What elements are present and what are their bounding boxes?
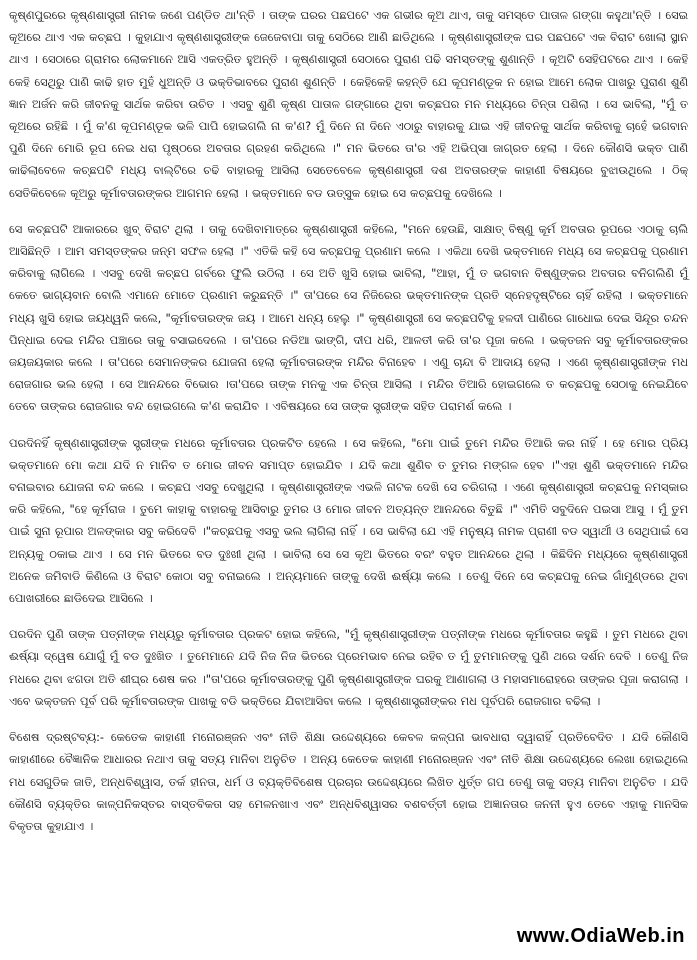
disclaimer-paragraph: ବିଶେଷ ଦ୍ରଷ୍ଟବ୍ୟ:- କେତେକ କାହାଣୀ ମନୋରଞ୍ଜନ ଏବଂ ନୀତି ଶିକ୍ଷା ଉଦ୍ଦେଶ୍ୟରେ କେବଳ କଳ୍ପନା ଭାବଧାରା ଦ୍ୱାରାହିଁ ପ୍ରତିବେଦିତ । ଯଦି କୌଣସି କାହାଣୀରେ ବୈଜ୍ଞାନିକ ଆଧାରର ନଥାଏ ତାକୁ ସତ୍ୟ ମାନିବା ଅନୁଚିତ । ଅନ୍ୟ କେତେକ କାହାଣୀ ମନୋରଞ୍ଜନ ଏବଂ ନୀତି ଶିକ୍ଷା ଉଦ୍ଦେଶ୍ୟରେ ଲେଖା ହୋଇଥିଲେ ମଧ ସେଗୁଡିକ ଜାତି, ଅନ୍ଧବିଶ୍ୱାସ, ତର୍କ ହୀନତା, ଧର୍ମ ଓ ବ୍ୟକ୍ତିବିଶେଷ ପ୍ରଚାର ଉଦ୍ଦେଶ୍ୟରେ ଲିଖିତ ଧୁର୍ତ୍ତ ଗପ ତେଣୁ ତାକୁ ସତ୍ୟ ମାନିବା ଅନୁଚିତ । ଯଦି କୌଣସି ବ୍ୟକ୍ତିର କାଳ୍ପନିକସ୍ତର ବାସ୍ତବିକତା ସହ ମେଳନଖାଏ ଏବଂ ଅନ୍ଧବିଶ୍ୱାସର ବଶବର୍ତ୍ତୀ ହୋଇ ଅଜ୍ଞାନତାର ଜନନୀ ହୁଏ ତେବେ ଏହାକୁ ମାନସିକ ବିକୃତତା କୁହାଯାଏ । [9, 730, 688, 833]
story-paragraph-2: ସେ କଚ୍ଛପଟି ଆକାରରେ ଖୁବ୍ ବିରାଟ ଥିଲା । ତାକୁ ଦେଖିବାମାତ୍ରେ କୃଷ୍ଣଶାସ୍ତ୍ରୀ କହିଲେ, "ମନେ ହେଉଛି, ସାକ୍ଷାତ୍ ବିଷ୍ଣୁ କୂର୍ମ ଅବତାର ରୂପରେ ଏଠାକୁ ଚାଲି ଆସିଛିନ୍ତି । ଆମ ସମସ୍ତଙ୍କର ଜନ୍ମ ସଫଳ ହେଲା ।" ଏତିକି କହି ସେ କଚ୍ଛପକୁ ପ୍ରଣାମ କଲେ । ଏକିଥା ଦେଖି ଭକ୍ତମାନେ ମଧ୍ୟ ସେ କଚ୍ଛପକୁ ପ୍ରଣାମ କରିବାକୁ ଲାଗିଲେ । ଏସବୁ ଦେଖି କଚ୍ଛପ ଗର୍ବରେ ଫୁଲି ଉଠିଲା । ସେ ଅତି ଖୁସି ହୋଇ ଭାବିଲା, "ଆହା, ମୁଁ ତ ଭଗବାନ ବିଷ୍ଣୁଙ୍କର ଅବତାର ବନିଗଲିଣି ମୁଁ କେତେ ଭାଗ୍ୟବାନ ବୋଲି ଏମାନେ ମୋତେ ପ୍ରଣାମ କରୁଛନ୍ତି ।" ତା'ପରେ ସେ ନିଜିରେର ଭକ୍ତମାନଙ୍କ ପ୍ରତି ସ୍ନେହଦୃଷ୍ଟିରେ ଚାହିଁ ରହିଲା । ଭକ୍ତମାନେ ମଧ୍ୟ ଖୁସି ହୋଇ ଜୟଧ୍ୱନି କଲେ, "କୂର୍ମାବତାରଙ୍କ ଜୟ । ଆମେ ଧନ୍ୟ ହେଲୁ ।" କୃଷ୍ଣଶାସ୍ତ୍ରୀ ସେ କଚ୍ଛପଟିକୁ ହଳଦୀ ପାଣିରେ ଗାଧୋଇ ଦେଇ ସିନ୍ଦୂର ଚନ୍ଦନ ପିନ୍ଧାଇ ଦେଇ ମନ୍ଦିର ପଞ୍ଚାରେ ତାକୁ ବସାଇଦେଲେ । ତା'ପରେ ନଡିଆ ଭାଙ୍ଗି, ଦୀପ ଧରି, ଆଳତୀ କରି ତା'ର ପୂଜା କଲେ । ଭକ୍ତଜନ ସବୁ କୂର୍ମାବତାରଙ୍କର ଜୟଜୟକାର କଲେ । ତା'ପରେ ସେମାନଙ୍କର ଯୋଜନା ହେଲା କୂର୍ମାବତାରଙ୍କ ମନ୍ଦିର ବିନାହେବ । ଏଣୁ ଚାନ୍ଦା ବି ଆଦାୟ ହେଲା । ଏଣେ କୃଷ୍ଣଶାସ୍ତ୍ରୀଙ୍କ ମଧ ରୋଜଗାର ଭଲ ହେଲା । ସେ ଆନନ୍ଦରେ ବିଭୋର ।ତା'ପରେ ତାଙ୍କ ମନକୁ ଏକ ଚିନ୍ତା ଆସିଲା । ମନ୍ଦିର ତିଆରି ହୋଇଗଲେ ତ କଚ୍ଛପକୁ ସେଠାକୁ ନେଇଯିବେ ତେବେ ତାଙ୍କର ରୋଜଗାର ବନ୍ଦ ହୋଇଗଲେ କ'ଣ କରାଯିବ । ଏବିଷୟରେ ସେ ତାଙ୍କ ସ୍ତ୍ରୀଙ୍କ ସହିତ ପରାମର୍ଶ କଲେ । [9, 221, 688, 414]
story-paragraph-4: ପରଦିନ ପୁଣି ତାଙ୍କ ପତ୍ନୀଙ୍କ ମଧ୍ୟରୁ କୂର୍ମାବତାର ପ୍ରକଟ ହୋଇ କହିଲେ, "ମୁଁ କୃଷ୍ଣଶାସ୍ତ୍ରୀଙ୍କ ପତ୍ନୀଙ୍କ ମଧରେ କୂର୍ମାବତାର କହୁଛି । ତୁମ ମଧରେ ଥିବା ଈର୍ଷ୍ୟା ଦ୍ୱେଷ ଯୋଗୁଁ ମୁଁ ବଡ ଦୁଃଖିତ । ତୁମେମାନେ ଯଦି ନିଜ ନିଜ ଭିତରେ ପ୍ରେମଭାବ ନେଇ ରହିବ ତ ମୁଁ ତୁମମାନଙ୍କୁ ପୁଣି ଥରେ ଦର୍ଶନ ଦେବି । ତେଣୁ ନିଜ ମଧରେ ଥିବା ଝଗଡା ଅତି ଶୀଘ୍ର ଶେଷ କର ।"ତା'ପରେ କୂର୍ମାବତାରଙ୍କୁ ପୁଣି କୃଷ୍ଣଶାସ୍ତ୍ରୀଙ୍କ ଘରକୁ ଆଣାଗଲା ଓ ମହାସମାରୋହରେ ତାଙ୍କର ପୂଜା କରାଗଲା । ଏବେ ଭକ୍ତଜନ ପୂର୍ବ ପରି କୂର୍ମାବତାରଙ୍କ ପାଖକୁ ବଡି ଭକ୍ତିରେ ଯିବାଆସିବା କଲେ । କୃଷ୍ଣଶାସ୍ତ୍ରୀଙ୍କର ମଧ ପୂର୍ବପରି ରୋଜଗାର ବଢିଲା । [9, 627, 688, 708]
story-paragraph-1: କୃଷ୍ଣପୁରରେ କୃଷ୍ଣଶାସ୍ତ୍ରୀ ନାମକ ଜଣେ ପଣ୍ଡିତ ଥା'ନ୍ତି । ତାଙ୍କ ଘରର ପଛପଟେ ଏକ ଗଭୀର କୂଅ ଥାଏ, ତାକୁ ସମସ୍ତେ ପାତାଳ ଗଙ୍ଗା କହୁଥା'ନ୍ତି । ସେଇ କୂଅରେ ଥାଏ ଏକ କଚ୍ଛପ । କୁହାଯାଏ କୃଷ୍ଣଶାସ୍ତ୍ରୀଙ୍କ ଜେଜେବାପା ତାକୁ ସେଠିରେ ଆଣି ଛାଡିଥିଲେ । କୃଷ୍ଣଶାସ୍ତ୍ରୀଙ୍କ ଘର ପଛପଟେ ଏକ ବିରାଟ ଖୋଲା ସ୍ଥାନ ଥାଏ । ସେଠାରେ ଗ୍ରାମର ଲୋକମାନେ ଆସି ଏକତ୍ରିତ ହୁଅନ୍ତି । କୃଷ୍ଣଶାସ୍ତ୍ରୀ ସେଠାରେ ପୁରାଣ ପଢି ସମସ୍ତଙ୍କୁ ଶୁଣାନ୍ତି । କୂଅଟି ସେହିପଟରେ ଥାଏ । କେହି କେହି ସେଥିରୁ ପାଣି କାଢି ହାତ ମୁହଁ ଧୁଅନ୍ତି ଓ ଭକ୍ତିଭାବରେ ପୁରାଣ ଶୁଣନ୍ତି । କେହିକେହି କହନ୍ତି ଯେ କୂପମଣ୍ଡୂକ ନ ହୋଇ ଆମେ ଲୋକ ପାଖରୁ ପୁରାଣ ଶୁଣି ଜ୍ଞାନ ଅର୍ଜନ କରି ଜୀବନକୁ ସାର୍ଥକ କରିବା ଉଚିତ । ଏସବୁ ଶୁଣି କୃଷ୍ଣ ପାତାଳ ଗଙ୍ଗାରେ ଥିବା କଚ୍ଛପର ମନ ମଧ୍ୟରେ ଚିନ୍ତା ପଶିଲା । ସେ ଭାବିଲା, "ମୁଁ ତ କୂଅରେ ରହିଛି । ମୁଁ କ'ଣ କୂପମଣ୍ଡୂକ ଭଳି ପାପି ହୋଇଗଲି ନା କ'ଣ? ମୁଁ ଦିନେ ନା ଦିନେ ଏଠାରୁ ବାହାରକୁ ଯାଇ ଏହି ଜୀବନକୁ ସାର୍ଥକ କରିବାକୁ ଚାହେଁ ଭଗବାନ ପୁଣି ଦିନେ ମୋରି ରୂପ ନେଇ ଧରା ପୃଷ୍ଠରେ ଅବତାର ଗ୍ରହଣ କରିଥିଲେ ।" ମନ ଭିତରେ ତା'ର ଏହି ଅଭିପ୍ସା ଜାଗ୍ରତ ହେଲା । ଦିନେ କୌଣସି ଭକ୍ତ ପାଣି କାଢିଲାବେଳେ କଚ୍ଛପଟି ମଧ୍ୟ ବାଲ୍ଟିରେ ଚଢି ବାହାରକୁ ଆସିଲା ସେତେବେଳେ କୃଷ୍ଣଶାସ୍ତ୍ରୀ ଦଶ ଅବତାରଙ୍କ କାହାଣୀ ବିଷୟରେ ବୁଝାଉଥିଲେ । ଠିକ୍ ସେତିକିବେଳେ କୂଅରୁ କୂର୍ମାବତାରଙ୍କର ଆଗମନ ହେଲା । ଭକ୍ତମାନେ ବଡ ଉତ୍ସୁକ ହୋଇ ସେ କଚ୍ଛପକୁ ଦେଖିଲେ । [9, 8, 688, 200]
story-paragraph-3: ପରଦିନହିଁ କୃଷ୍ଣଶାସ୍ତ୍ରୀଙ୍କ ସ୍ତ୍ରୀଙ୍କ ମଧରେ କୂର୍ମାବତାର ପ୍ରକଟିତ ହେଲେ । ସେ କହିଲେ, "ମୋ ପାଇଁ ତୁମେ ମନ୍ଦିର ତିଆରି କର ନାହିଁ । ହେ ମୋର ପ୍ରିୟ ଭକ୍ତମାନେ ମୋ କଥା ଯଦି ନ ମାନିବ ତ ମୋର ଜୀବନ ସମାପ୍ତ ହୋଇଯିବ । ଯଦି କଥା ଶୁଣିବ ତ ତୁମର ମଙ୍ଗଳ ହେବ ।"ଏହା ଶୁଣି ଭକ୍ତମାନେ ମନ୍ଦିର ବନାଇବାର ଯୋଜନା ବନ୍ଦ କଲେ । କଚ୍ଛପ ଏସବୁ ଦେଖୁଥିଲା । କୃଷ୍ଣଶାସ୍ତ୍ରୀଙ୍କ ଏଭଳି ନାଟକ ଦେଖି ସେ ଚରିଗଲା । ଏଣେ କୃଷ୍ଣଶାସ୍ତ୍ରୀ କଚ୍ଛପକୁ ନମସ୍କାର କରି କହିଲେ, "ହେ କୂର୍ମରାଜ । ତୁମେ କାହାକୁ ବାହାରକୁ ଆସିବାରୁ ତୁମର ଓ ମୋର ଜୀବନ ଅତ୍ୟନ୍ତ ଆନନ୍ଦରେ ବିତୁଛି ।" ଏମିତି ସବୁଦିନେ ପଇସା ଆସୁ । ମୁଁ ତୁମ ପାଇଁ ସୁନା ରୂପାର ଅଳଙ୍କାର ସବୁ କରିଦେବି ।"କଚ୍ଛପକୁ ଏସବୁ ଭଲ ଲାଗିଲା ନାହିଁ । ସେ ଭାବିଲା ଯେ ଏହି ମନୁଷ୍ୟ ନାମକ ପ୍ରାଣୀ ବଡ ସ୍ୱାର୍ଥୀ ଓ ସେଥିପାଇଁ ସେ ଅନ୍ୟକୁ ଠକାଇ ଥାଏ । ସେ ମନ ଭିତରେ ବଡ ଦୁଃଖୀ ଥିଲା । ଭାବିଲା ସେ ସେ କୂଅ ଭିତରେ ବରଂ ବହୁତ ଆନନ୍ଦରେ ଥିଲା । କିଛିଦିନ ମଧ୍ୟରେ କୃଷ୍ଣଶାସ୍ତ୍ରୀ ଅନେକ ଜମିବାଡି କିଣିଲେ ଓ ବିରାଟ କୋଠା ସବୁ ବନାଇଲେ । ଅନ୍ୟମାନେ ତାଙ୍କୁ ଦେଖି ଈର୍ଷ୍ୟା କଲେ । ତେଣୁ ଦିନେ ସେ କଚ୍ଛପକୁ ନେଇ ଗାଁମୁଣ୍ଡରେ ଥିବା ପୋଖରୀରେ ଛାଡିଦେଇ ଆସିଲେ । [9, 435, 688, 606]
site-watermark: www.OdiaWeb.in [516, 925, 685, 947]
